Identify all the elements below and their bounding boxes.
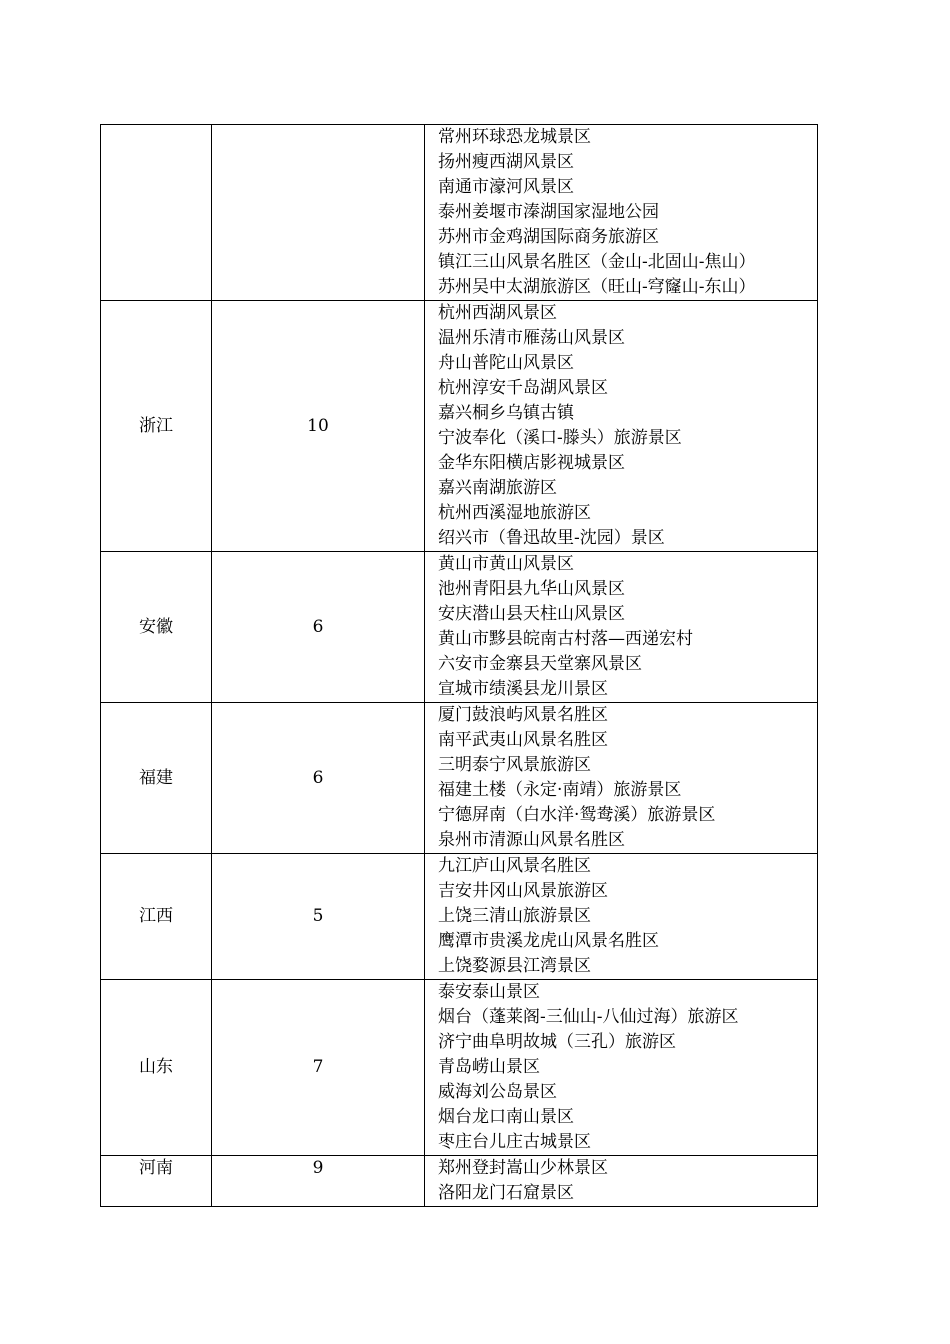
scenic-area-item: 上饶三清山旅游景区 bbox=[438, 906, 591, 926]
table-row bbox=[101, 703, 818, 854]
table-row bbox=[101, 980, 818, 1156]
scenic-area-item: 苏州吴中太湖旅游区（旺山-穹窿山-东山） bbox=[438, 277, 756, 297]
scenic-area-item: 泰州姜堰市溱湖国家湿地公园 bbox=[438, 202, 659, 222]
count-cell: 6 bbox=[212, 703, 425, 854]
scenic-area-item: 泰安泰山景区 bbox=[438, 982, 540, 1002]
scenic-list-cell bbox=[425, 552, 818, 703]
province-cell: 江西 bbox=[101, 854, 212, 980]
scenic-area-item: 三明泰宁风景旅游区 bbox=[438, 755, 591, 775]
count-cell: 10 bbox=[212, 301, 425, 552]
count-cell: 9 bbox=[212, 1156, 425, 1207]
scenic-area-item: 常州环球恐龙城景区 bbox=[438, 127, 591, 147]
scenic-area-item: 温州乐清市雁荡山风景区 bbox=[438, 328, 625, 348]
scenic-list-cell bbox=[425, 301, 818, 552]
scenic-list-cell bbox=[425, 703, 818, 854]
scenic-area-item: 嘉兴桐乡乌镇古镇 bbox=[438, 403, 574, 423]
table-row bbox=[101, 301, 818, 552]
scenic-area-item: 宁波奉化（溪口-滕头）旅游景区 bbox=[438, 428, 682, 448]
scenic-area-item: 九江庐山风景名胜区 bbox=[438, 856, 591, 876]
scenic-area-item: 威海刘公岛景区 bbox=[438, 1082, 557, 1102]
count-cell: 7 bbox=[212, 980, 425, 1156]
scenic-area-item: 六安市金寨县天堂寨风景区 bbox=[438, 654, 642, 674]
scenic-area-item: 嘉兴南湖旅游区 bbox=[438, 478, 557, 498]
scenic-area-item: 苏州市金鸡湖国际商务旅游区 bbox=[438, 227, 659, 247]
province-cell: 安徽 bbox=[101, 552, 212, 703]
scenic-area-item: 舟山普陀山风景区 bbox=[438, 353, 574, 373]
scenic-areas-table bbox=[100, 124, 818, 1207]
scenic-area-item: 郑州登封嵩山少林景区 bbox=[438, 1158, 608, 1178]
scenic-area-item: 烟台龙口南山景区 bbox=[438, 1107, 574, 1127]
scenic-area-item: 黄山市黄山风景区 bbox=[438, 554, 574, 574]
scenic-area-item: 济宁曲阜明故城（三孔）旅游区 bbox=[438, 1032, 676, 1052]
scenic-area-item: 杭州西溪湿地旅游区 bbox=[438, 503, 591, 523]
scenic-area-item: 池州青阳县九华山风景区 bbox=[438, 579, 625, 599]
table-row bbox=[101, 1156, 818, 1207]
count-cell bbox=[212, 125, 425, 301]
scenic-list-cell bbox=[425, 854, 818, 980]
scenic-list-cell bbox=[425, 980, 818, 1156]
scenic-area-item: 泉州市清源山风景名胜区 bbox=[438, 830, 625, 850]
scenic-area-item: 宣城市绩溪县龙川景区 bbox=[438, 679, 608, 699]
scenic-area-item: 厦门鼓浪屿风景名胜区 bbox=[438, 705, 608, 725]
table-row bbox=[101, 125, 818, 301]
scenic-area-item: 杭州淳安千岛湖风景区 bbox=[438, 378, 608, 398]
scenic-area-item: 镇江三山风景名胜区（金山-北固山-焦山） bbox=[438, 252, 756, 272]
scenic-area-item: 烟台（蓬莱阁-三仙山-八仙过海）旅游区 bbox=[438, 1007, 739, 1027]
scenic-area-item: 绍兴市（鲁迅故里-沈园）景区 bbox=[438, 528, 665, 548]
scenic-area-item: 金华东阳横店影视城景区 bbox=[438, 453, 625, 473]
province-cell: 福建 bbox=[101, 703, 212, 854]
scenic-area-item: 鹰潭市贵溪龙虎山风景名胜区 bbox=[438, 931, 659, 951]
scenic-area-item: 吉安井冈山风景旅游区 bbox=[438, 881, 608, 901]
scenic-area-item: 黄山市黟县皖南古村落—西递宏村 bbox=[438, 629, 693, 649]
scenic-area-item: 杭州西湖风景区 bbox=[438, 303, 557, 323]
province-cell: 河南 bbox=[101, 1156, 212, 1207]
count-cell: 5 bbox=[212, 854, 425, 980]
province-cell: 山东 bbox=[101, 980, 212, 1156]
province-cell: 浙江 bbox=[101, 301, 212, 552]
scenic-area-item: 洛阳龙门石窟景区 bbox=[438, 1183, 574, 1203]
scenic-area-item: 南平武夷山风景名胜区 bbox=[438, 730, 608, 750]
scenic-area-item: 扬州瘦西湖风景区 bbox=[438, 152, 574, 172]
table-body bbox=[101, 125, 818, 1207]
scenic-area-item: 宁德屏南（白水洋·鸳鸯溪）旅游景区 bbox=[438, 805, 716, 825]
province-cell bbox=[101, 125, 212, 301]
scenic-area-item: 福建土楼（永定·南靖）旅游景区 bbox=[438, 780, 682, 800]
scenic-area-item: 上饶婺源县江湾景区 bbox=[438, 956, 591, 976]
scenic-list-cell bbox=[425, 125, 818, 301]
scenic-area-item: 南通市濠河风景区 bbox=[438, 177, 574, 197]
count-cell: 6 bbox=[212, 552, 425, 703]
scenic-area-item: 青岛崂山景区 bbox=[438, 1057, 540, 1077]
scenic-area-item: 枣庄台儿庄古城景区 bbox=[438, 1132, 591, 1152]
scenic-list-cell bbox=[425, 1156, 818, 1207]
table-row bbox=[101, 552, 818, 703]
scenic-area-item: 安庆潜山县天柱山风景区 bbox=[438, 604, 625, 624]
table-row bbox=[101, 854, 818, 980]
